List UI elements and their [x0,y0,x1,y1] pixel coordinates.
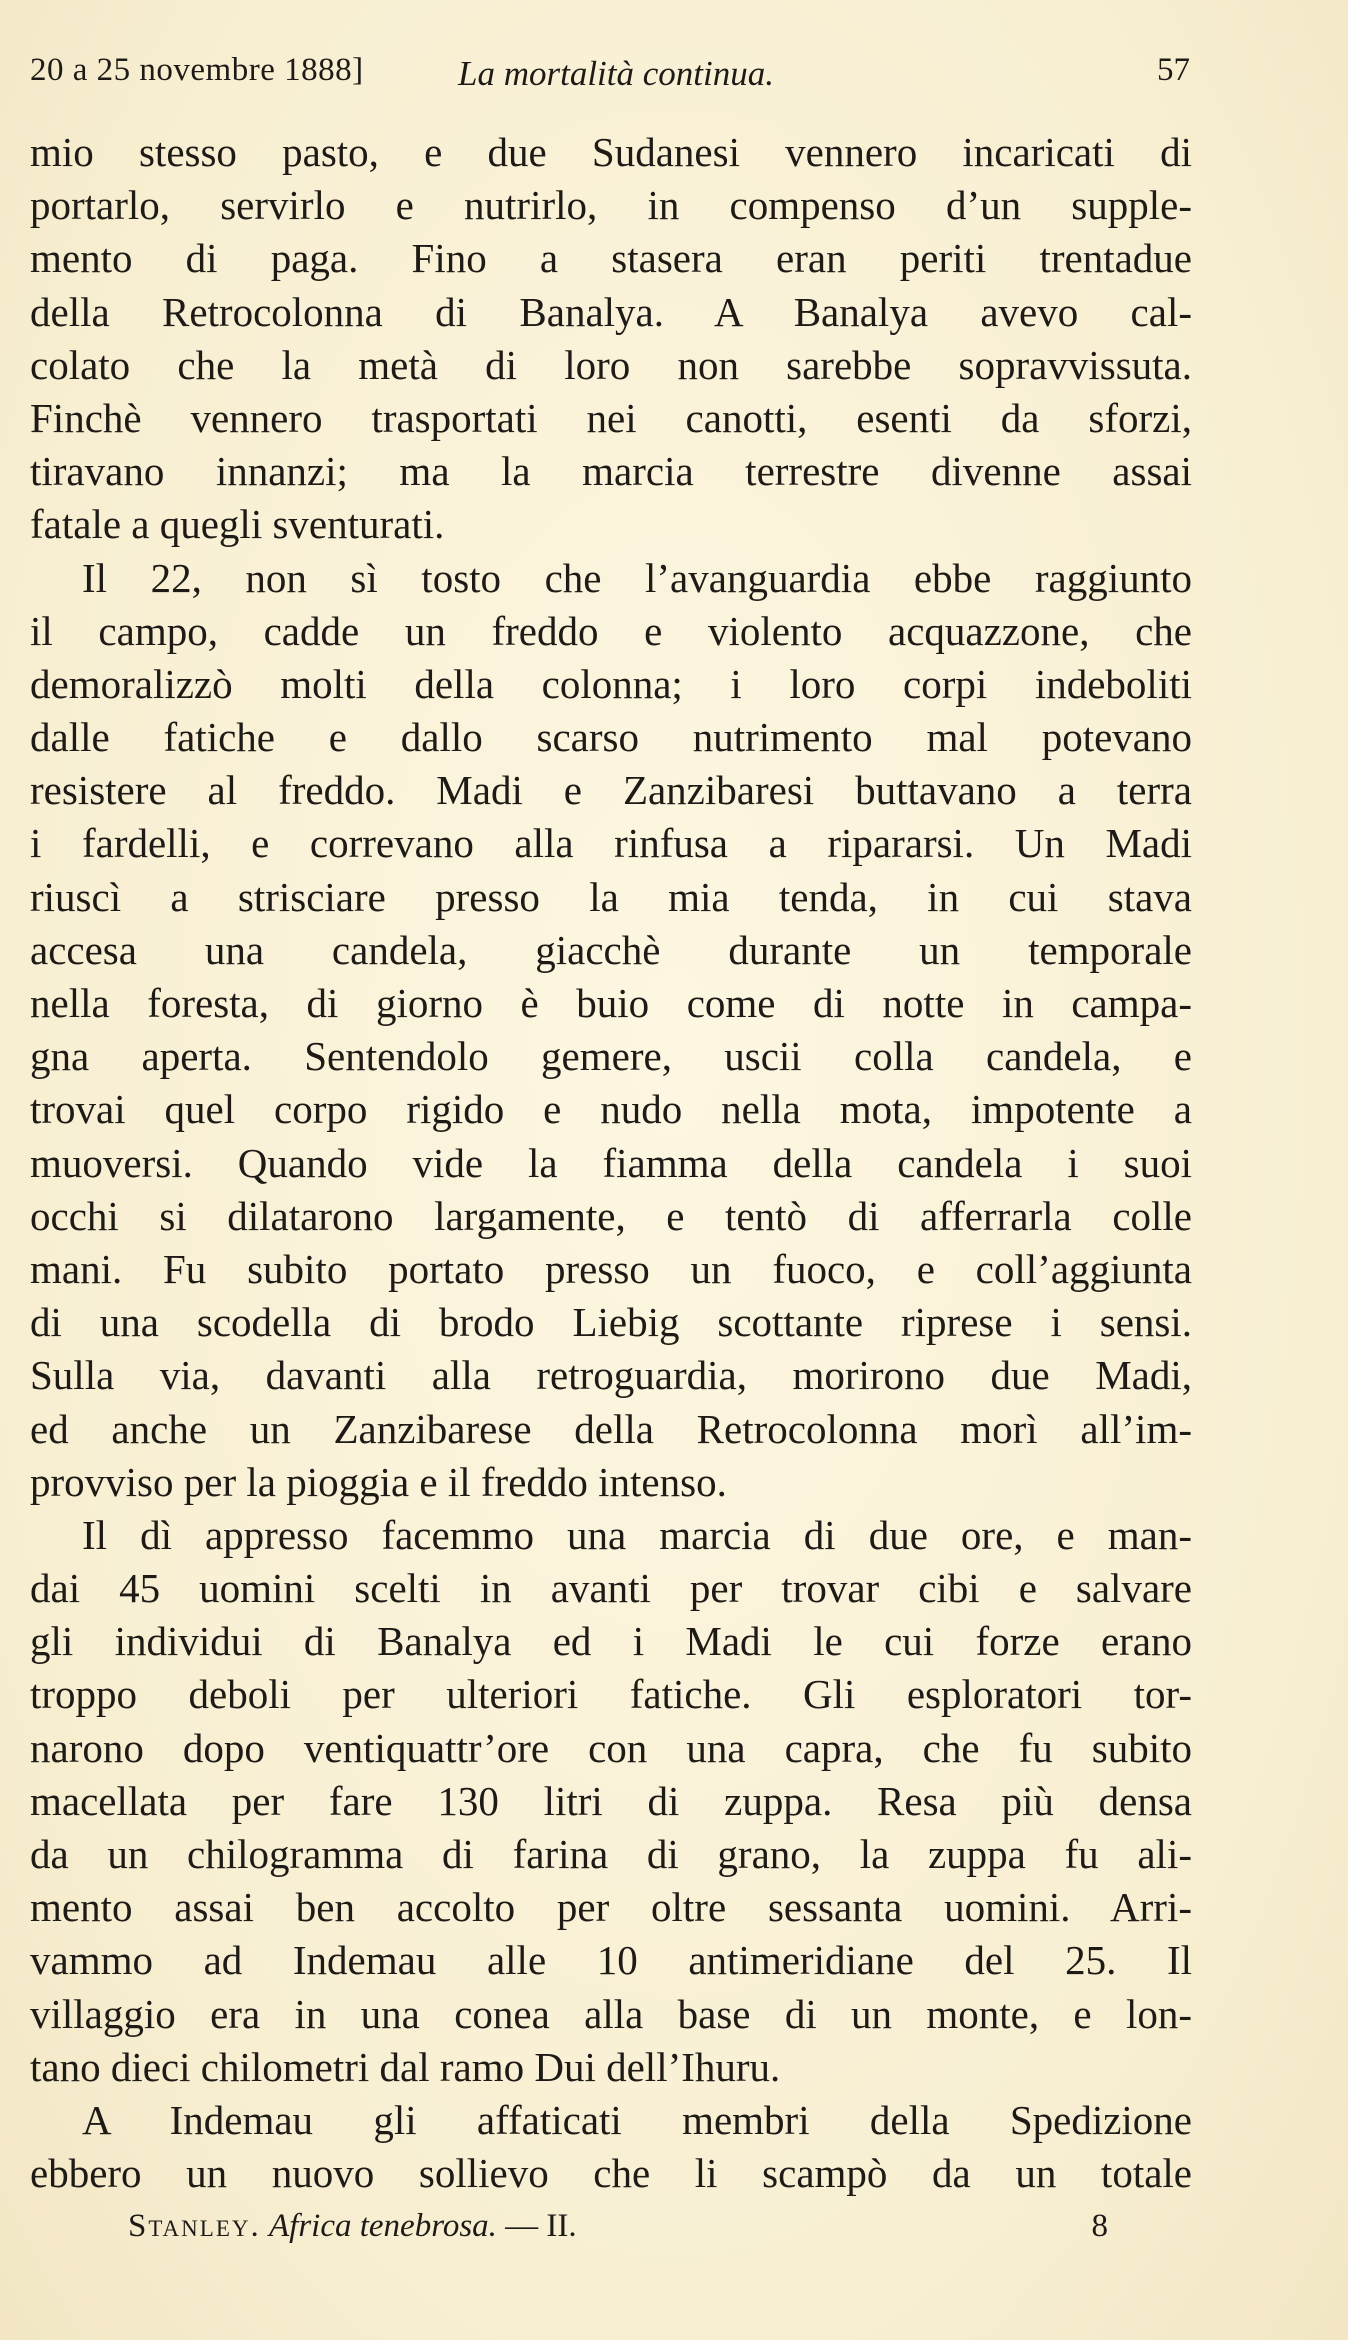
text-line: provviso per la pioggia e il freddo intenso. [30,1458,727,1505]
text-line: muoversi. Quando vide la fiamma della candela i suoi [30,1139,1192,1186]
book-signature [128,2208,577,2245]
text-line: resistere al freddo. Madi e Zanzibaresi buttavano a terra [30,767,1192,814]
text-line: dai 45 uomini scelti in avanti per trovar cibi e salvare [30,1565,1192,1612]
text-line: mani. Fu subito portato presso un fuoco, e coll’aggiunta [30,1245,1192,1292]
signature-book-title: Africa tenebrosa. [269,2208,497,2244]
header-date: 20 a 25 novembre 1888] [30,52,364,88]
text-line: Finchè vennero trasportati nei canotti, esenti da sforzi, [30,394,1192,441]
text-line: A Indemau gli affaticati membri della Spedizione [82,2096,1192,2143]
text-line: della Retrocolonna di Banalya. A Banalya avevo cal- [30,288,1192,335]
text-line: gli individui di Banalya ed i Madi le cui forze erano [30,1618,1192,1665]
text-line: narono dopo ventiquattr’ore con una capra, che fu subito [30,1724,1192,1771]
text-line: fatale a quegli sventurati. [30,501,445,548]
text-line: mento di paga. Fino a stasera eran periti trentadue [30,235,1192,282]
text-line: gna aperta. Sentendolo gemere, uscii colla candela, e [30,1033,1192,1080]
text-line: occhi si dilatarono largamente, e tentò di afferrarla colle [30,1192,1192,1239]
text-line: troppo deboli per ulteriori fatiche. Gli esploratori tor- [30,1671,1192,1718]
text-line: ed anche un Zanzibarese della Retrocolonna morì all’im- [30,1405,1192,1452]
text-line: dalle fatiche e dallo scarso nutrimento mal potevano [30,714,1192,761]
text-line: riuscì a strisciare presso la mia tenda, in cui stava [30,873,1192,920]
text-line: tano dieci chilometri dal ramo Dui dell’Ihuru. [30,2043,781,2090]
text-line: Sulla via, davanti alla retroguardia, morirono due Madi, [30,1352,1192,1399]
text-line: portarlo, servirlo e nutrirlo, in compenso d’un supple- [30,182,1192,229]
signature-author: Stanley. [128,2208,261,2244]
running-head [30,52,1190,102]
text-line: Il 22, non sì tosto che l’avanguardia ebbe raggiunto [82,554,1192,601]
text-line: colato che la metà di loro non sarebbe sopravvissuta. [30,341,1192,388]
header-chapter-title: La mortalità continua. [458,54,774,93]
body-text [30,126,1192,2200]
text-line: demoralizzò molti della colonna; i loro corpi indeboliti [30,660,1192,707]
text-line: vammo ad Indemau alle 10 antimeridiane del 25. Il [30,1937,1192,1984]
text-line: macellata per fare 130 litri di zuppa. Resa più densa [30,1777,1192,1824]
text-line: villaggio era in una conea alla base di un monte, e lon- [30,1990,1192,2037]
text-line: trovai quel corpo rigido e nudo nella mota, impotente a [30,1086,1192,1133]
signature-number: 8 [1091,2208,1108,2244]
signature-volume: — II. [505,2208,577,2244]
text-line: ebbero un nuovo sollievo che li scampò da un totale [30,2150,1192,2197]
text-line: Il dì appresso facemmo una marcia di due ore, e man- [82,1511,1192,1558]
text-line: di una scodella di brodo Liebig scottante riprese i sensi. [30,1299,1192,1346]
signature-line [128,2208,1108,2258]
text-line: il campo, cadde un freddo e violento acquazzone, che [30,607,1192,654]
text-line: nella foresta, di giorno è buio come di notte in campa- [30,980,1192,1026]
text-line: mio stesso pasto, e due Sudanesi vennero incaricati di [30,129,1192,175]
text-line: mento assai ben accolto per oltre sessanta uomini. Arri- [30,1884,1192,1931]
text-line: tiravano innanzi; ma la marcia terrestre divenne assai [30,448,1192,495]
text-line: i fardelli, e correvano alla rinfusa a ripararsi. Un Madi [30,820,1192,867]
text-line: da un chilogramma di farina di grano, la zuppa fu ali- [30,1831,1192,1877]
text-line: accesa una candela, giacchè durante un temporale [30,926,1192,973]
page-number: 57 [1157,52,1190,88]
